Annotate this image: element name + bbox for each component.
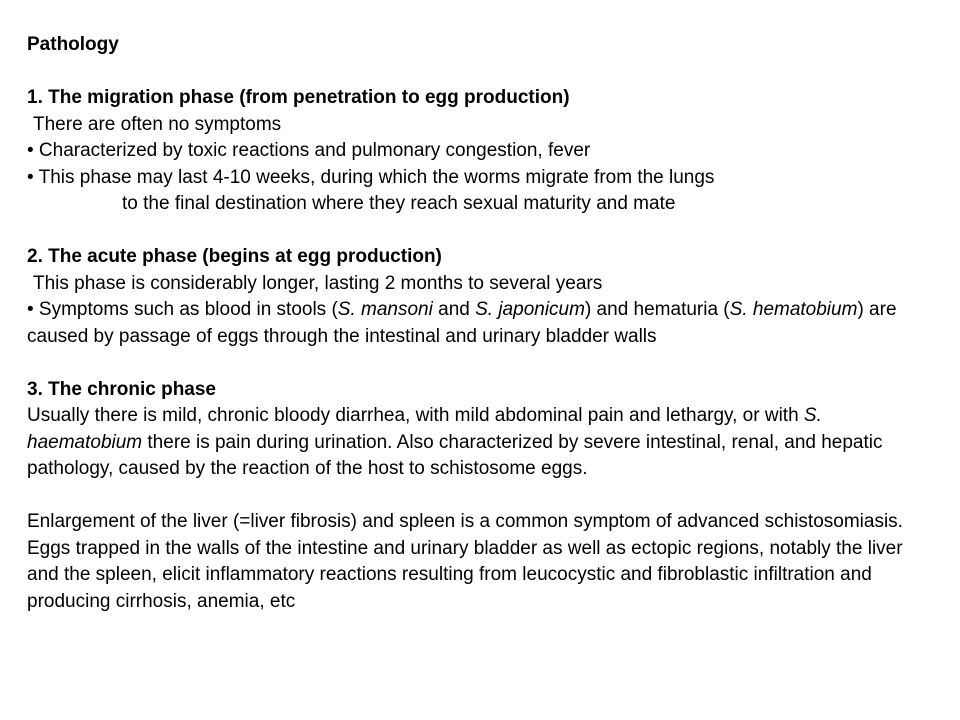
species-mansoni: S. mansoni (337, 299, 433, 320)
phase3-text-b: there is pain during urination. Also characterized by severe intestinal, renal, and hepatic pathology, caused by the reaction of the host to schistosome eggs. (27, 431, 883, 479)
spacer (27, 483, 937, 510)
phase1-intro: There are often no symptoms (33, 113, 282, 135)
phase1-bullet-2: • This phase may last 4-10 weeks, during which the worms migrate from the lungs (27, 166, 715, 188)
phase3-heading: 3. The chronic phase (27, 378, 216, 400)
species-hematobium: S. hematobium (729, 299, 858, 320)
species-japonicum: S. japonicum (475, 299, 585, 320)
slide-content (27, 32, 937, 615)
phase2-heading: 2. The acute phase (begins at egg production) (27, 246, 442, 267)
page-title: Pathology (27, 34, 119, 55)
phase2-bullet (27, 297, 937, 350)
phase2-bullet-text-c: ) are caused by passage of eggs through the intestinal and urinary bladder walls (27, 299, 897, 347)
phase2-bullet-text-a: • Symptoms such as blood in stools ( (27, 299, 338, 320)
phase1-bullet-1: • Characterized by toxic reactions and pulmonary congestion, fever (27, 140, 591, 161)
phase3-text (27, 403, 937, 483)
spacer (27, 218, 937, 245)
spacer (27, 59, 937, 86)
species-haematobium: S. haematobium (27, 405, 822, 453)
phase1-bullet-2-continuation: to the final destination where they reach sexual maturity and mate (122, 193, 676, 214)
phase3-text-a: Usually there is mild, chronic bloody diarrhea, with mild abdominal pain and lethargy, or with (27, 405, 804, 426)
phase2-bullet-and: and (432, 299, 476, 320)
closing-paragraph: Enlargement of the liver (=liver fibrosis) and spleen is a common symptom of advanced schistosomiasis. Eggs trapped in the walls of the intestine and urinary bladder as well as ectopic regions, notably the liver and the spleen, elicit inflammatory reactions resulting from leucocystic and fibroblastic infiltration and producing cirrhosis, anemia, etc (27, 511, 903, 612)
phase1-heading: 1. The migration phase (from penetration to egg production) (27, 87, 570, 108)
phase2-intro: This phase is considerably longer, lasting 2 months to several years (33, 272, 603, 294)
phase2-bullet-text-b: ) and hematuria ( (584, 299, 730, 320)
spacer (27, 350, 937, 377)
